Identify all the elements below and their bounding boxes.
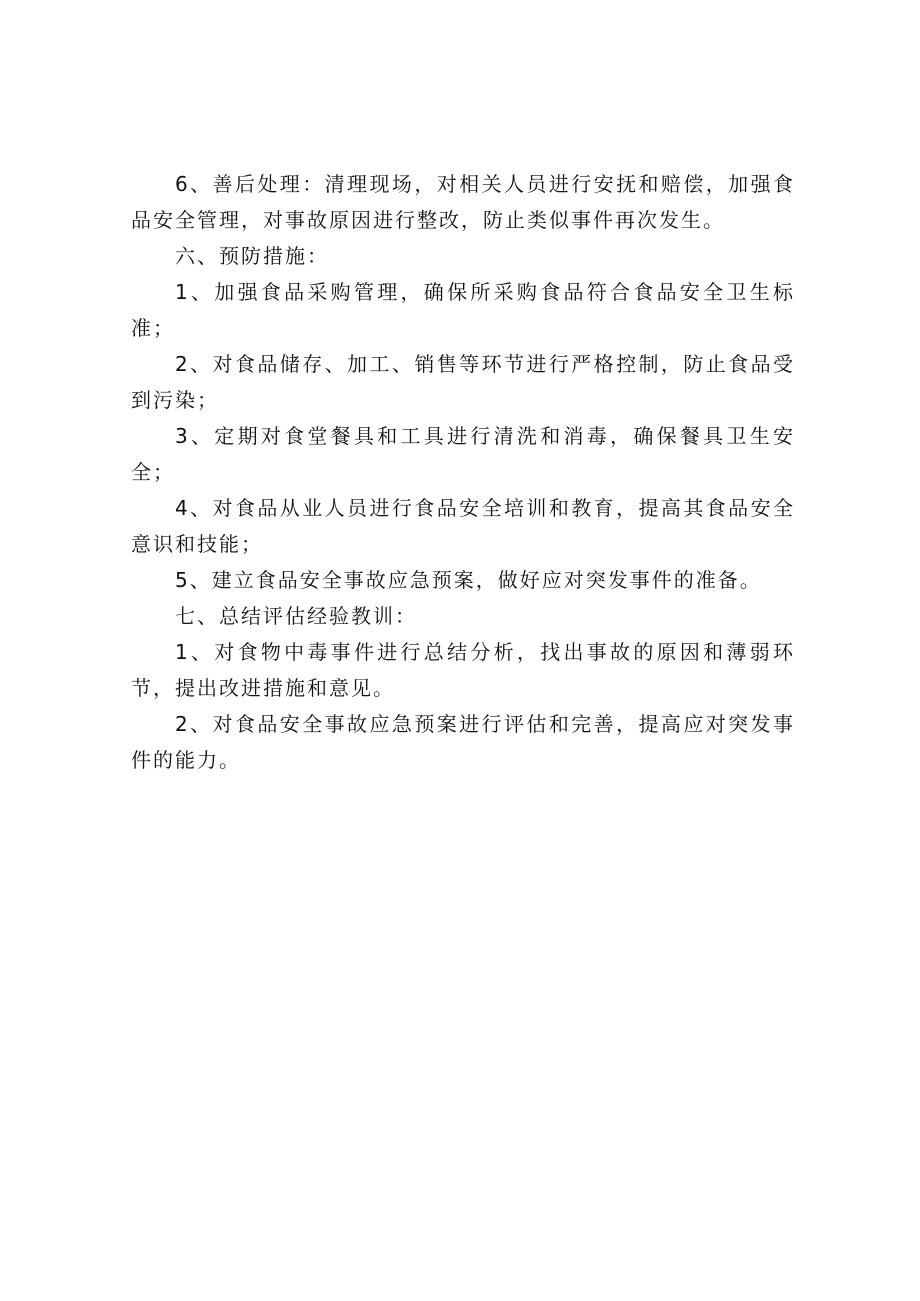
paragraph-aftermath: 6、善后处理：清理现场，对相关人员进行安抚和赔偿，加强食品安全管理，对事故原因进行整改，防止类似事件再次发生。	[131, 172, 795, 232]
section-heading-summary: 七、总结评估经验教训：	[175, 604, 417, 628]
paragraph-prevention-3: 3、定期对食堂餐具和工具进行清洗和消毒，确保餐具卫生安全；	[131, 424, 795, 484]
section-heading-prevention: 六、预防措施：	[175, 244, 329, 268]
paragraph-prevention-5: 5、建立食品安全事故应急预案，做好应对突发事件的准备。	[175, 568, 762, 592]
document-body	[131, 166, 795, 778]
paragraph-summary-2: 2、对食品安全事故应急预案进行评估和完善，提高应对突发事件的能力。	[131, 712, 795, 772]
paragraph-prevention-1: 1、加强食品采购管理，确保所采购食品符合食品安全卫生标准；	[131, 280, 795, 340]
paragraph-summary-1: 1、对食物中毒事件进行总结分析，找出事故的原因和薄弱环节，提出改进措施和意见。	[131, 640, 795, 700]
paragraph-prevention-2: 2、对食品储存、加工、销售等环节进行严格控制，防止食品受到污染；	[131, 352, 795, 412]
paragraph-prevention-4: 4、对食品从业人员进行食品安全培训和教育，提高其食品安全意识和技能；	[131, 496, 795, 556]
